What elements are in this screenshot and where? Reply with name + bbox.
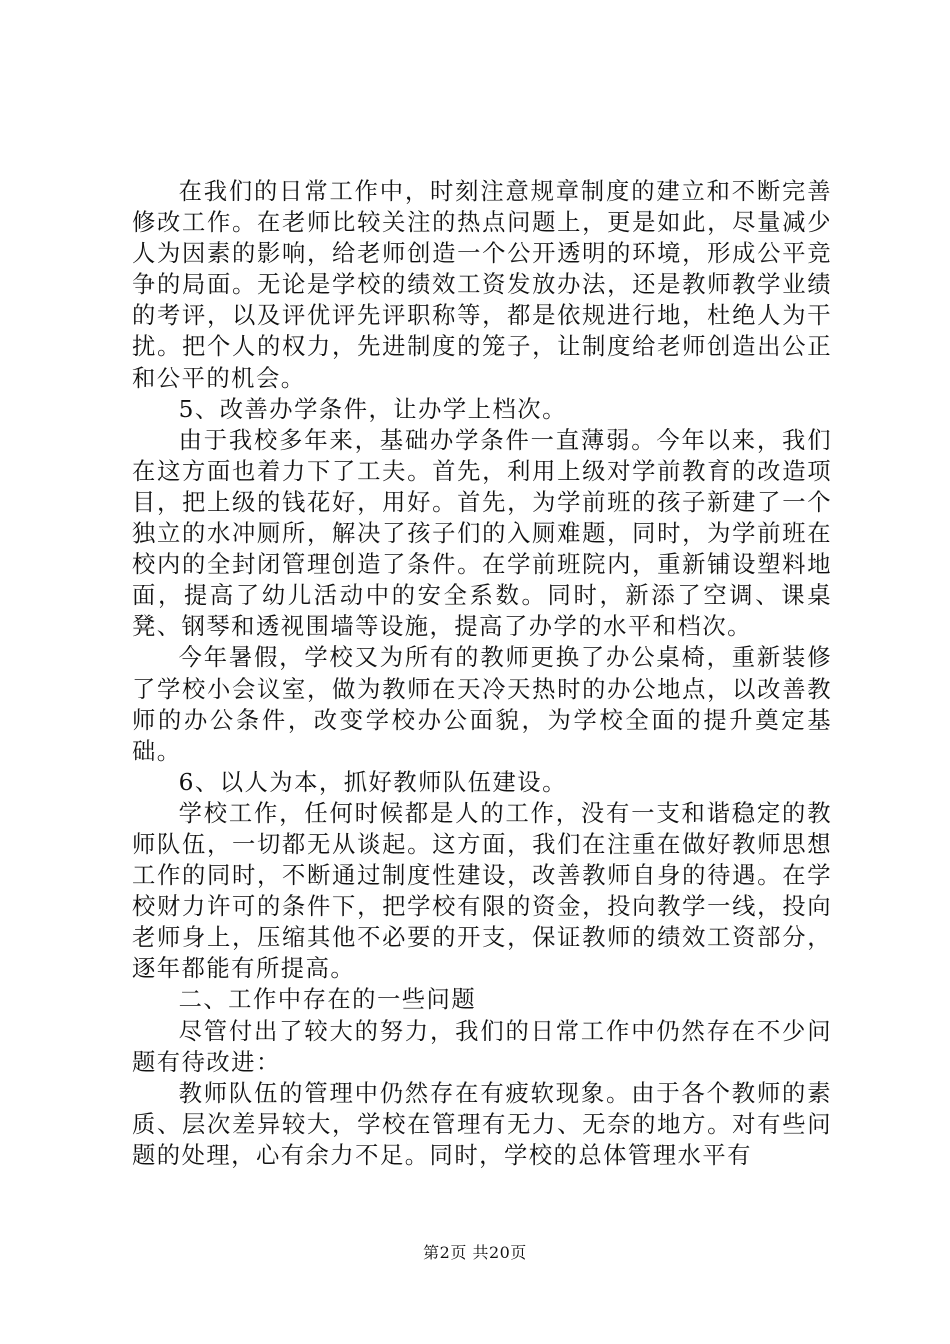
- section-heading-existing-problems: 二、工作中存在的一些问题: [178, 986, 477, 1014]
- paragraph-school-facilities: 由于我校多年来，基础办学条件一直薄弱。今年以来，我们在这方面也着力下了工夫。首先，利用上级对学前教育的改造项目，把上级的钱花好，用好。首先，为学前班的孩子新建了一个独立的水冲厕所，解决了孩子们的入厕难题，同时，为学前班在校内的全封闭管理创造了条件。在学前班院内，重新铺设塑料地面，提高了幼儿活动中的安全系数。同时，新添了空调、课桌凳、钢琴和透视围墙等设施，提高了办学的水平和档次。: [132, 426, 832, 641]
- document-body: [132, 176, 832, 1171]
- paragraph-management-weakness: 教师队伍的管理中仍然存在有疲软现象。由于各个教师的素质、层次差异较大，学校在管理有无力、无奈的地方。对有些问题的处理，心有余力不足。同时，学校的总体管理水平有: [132, 1079, 832, 1169]
- paragraph-summer-renovation: 今年暑假，学校又为所有的教师更换了办公桌椅，重新装修了学校小会议室，做为教师在天冷天热时的办公地点，以改善教师的办公条件，改变学校办公面貌，为学校全面的提升奠定基础。: [132, 644, 832, 765]
- section-heading-improve-conditions: 5、改善办学条件，让办学上档次。: [178, 395, 567, 423]
- paragraph-teacher-welfare: 学校工作，任何时候都是人的工作，没有一支和谐稳定的教师队伍，一切都无从谈起。这方面，我们在注重在做好教师思想工作的同时，不断通过制度性建设，改善教师自身的待遇。在学校财力许可的条件下，把学校有限的资金，投向教学一线，投向老师身上，压缩其他不必要的开支，保证教师的绩效工资部分，逐年都能有所提高。: [132, 799, 832, 983]
- paragraph-rules-system: 在我们的日常工作中，时刻注意规章制度的建立和不断完善修改工作。在老师比较关注的热点问题上，更是如此，尽量减少人为因素的影响，给老师创造一个公开透明的环境，形成公平竞争的局面。无论是学校的绩效工资发放办法，还是教师教学业绩的考评，以及评优评先评职称等，都是依规进行地，杜绝人为干扰。把个人的权力，先进制度的笼子，让制度给老师创造出公正和公平的机会。: [132, 178, 832, 392]
- section-heading-teacher-team: 6、以人为本，抓好教师队伍建设。: [178, 768, 567, 796]
- paragraph-problems-intro: 尽管付出了较大的努力，我们的日常工作中仍然存在不少问题有待改进：: [132, 1017, 832, 1076]
- page-number-footer: 第2页 共20页: [423, 1243, 527, 1262]
